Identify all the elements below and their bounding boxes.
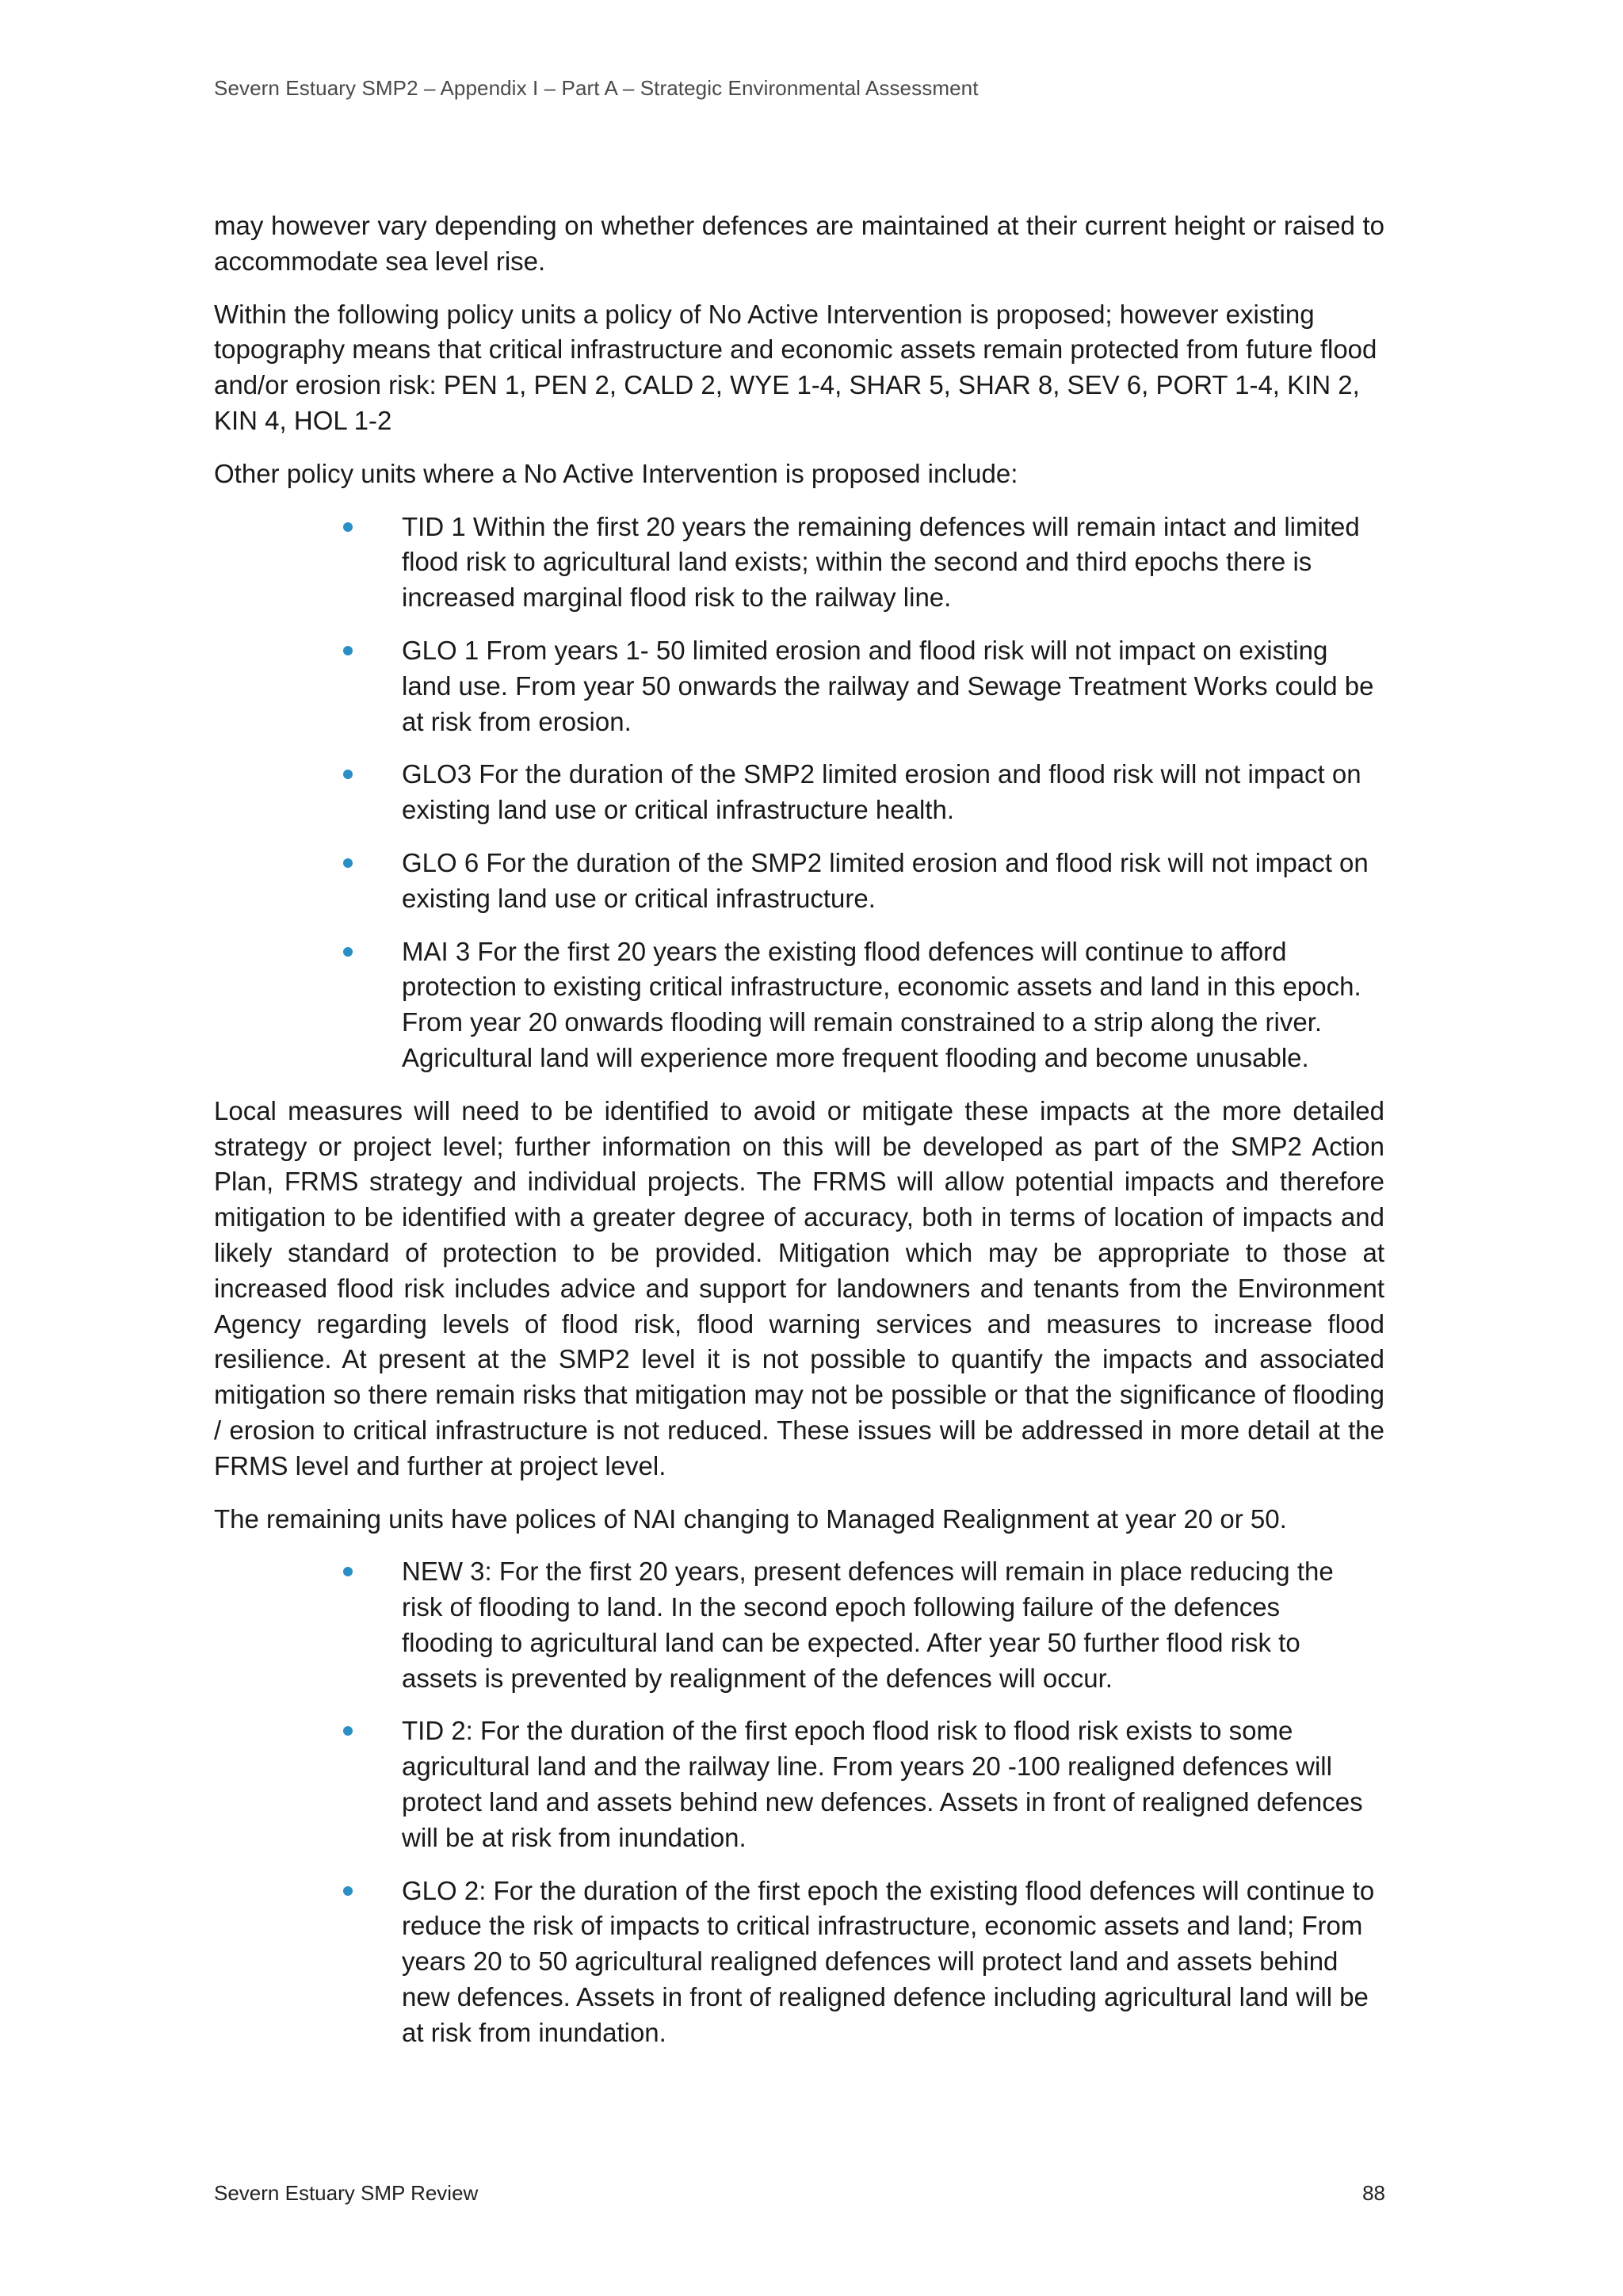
bullet-icon bbox=[343, 947, 353, 957]
list-item-text: GLO 2: For the duration of the first epoch the existing flood defences will continue to reduce the risk of impacts to critical infrastructure, economic assets and land; From years 20 to 50 agricultural realigned defences will protect land and assets behind new defences. Assets in front of realigned defence including agricultural land will be at risk from inundation. bbox=[402, 1875, 1375, 2047]
list-item-text: TID 2: For the duration of the first epoch flood risk to flood risk exists to some agricultural land and the railway line. From years 20 -100 realigned defences will protect land and assets behind new defences. Assets in front of realigned defences will be at risk from inundation. bbox=[402, 1716, 1363, 1852]
bullet-icon bbox=[343, 858, 353, 868]
bullet-icon bbox=[343, 1726, 353, 1736]
list-item bbox=[214, 934, 1384, 1076]
list-item-text: MAI 3 For the first 20 years the existing flood defences will continue to afford protection to existing critical infrastructure, economic assets and land in this epoch. From year 20 onwards flooding will remain constrained to a strip along the river. Agricultural land will experience more frequent flooding and become unusable. bbox=[402, 936, 1361, 1072]
bullet-icon bbox=[343, 646, 353, 655]
list-item bbox=[214, 1874, 1384, 2051]
document-body bbox=[214, 208, 1384, 2069]
nai-policy-list bbox=[214, 510, 1384, 1076]
list-item-text: GLO 1 From years 1- 50 limited erosion and flood risk will not impact on existing land use. From year 50 onwards the railway and Sewage Treatment Works could be at risk from erosion. bbox=[402, 635, 1374, 736]
paragraph-remaining-units: The remaining units have polices of NAI changing to Managed Realignment at year 20 or 50. bbox=[214, 1503, 1287, 1534]
paragraph-local-measures: Local measures will need to be identified to avoid or mitigate these impacts at the more detailed strategy or project level; further information on this will be developed as part of the SMP2 Action Plan, FRMS strategy and individual projects. The FRMS will allow potential impacts and therefore mitigation to be identified with a greater degree of accuracy, both in terms of location of impacts and likely standard of protection to be provided. Mitigation which may be appropriate to those at increased flood risk includes advice and support for landowners and tenants from the Environment Agency regarding levels of flood risk, flood warning services and measures to increase flood resilience. At present at the SMP2 level it is not possible to quantify the impacts and associated mitigation so there remain risks that mitigation may not be possible or that the significance of flooding / erosion to critical infrastructure is not reduced. These issues will be addressed in more detail at the FRMS level and further at project level. bbox=[214, 1095, 1384, 1480]
bullet-icon bbox=[343, 770, 353, 779]
paragraph-nai-topography: Within the following policy units a policy of No Active Intervention is proposed; however existing topography means that critical infrastructure and economic assets remain protected from future flood and/or erosion risk: PEN 1, PEN 2, CALD 2, WYE 1-4, SHAR 5, SHAR 8, SEV 6, PORT 1-4, KIN 2, KIN 4, HOL 1-2 bbox=[214, 299, 1377, 435]
managed-realignment-list bbox=[214, 1554, 1384, 2050]
bullet-icon bbox=[343, 1567, 353, 1576]
list-item bbox=[214, 1713, 1384, 1855]
paragraph-nai-units: Other policy units where a No Active Intervention is proposed include: bbox=[214, 458, 1018, 488]
list-item-text: NEW 3: For the first 20 years, present defences will remain in place reducing the risk of flooding to land. In the second epoch following failure of the defences flooding to agricultural land can be expected. After year 50 further flood risk to assets is prevented by realignment of the defences will occur. bbox=[402, 1557, 1334, 1693]
list-item bbox=[214, 1554, 1384, 1696]
list-item-text: GLO 6 For the duration of the SMP2 limited erosion and flood risk will not impact on existing land use or critical infrastructure. bbox=[402, 847, 1369, 913]
page-number: 88 bbox=[1362, 2181, 1385, 2205]
list-item bbox=[214, 757, 1384, 828]
list-item bbox=[214, 510, 1384, 616]
list-item bbox=[214, 846, 1384, 917]
page-header: Severn Estuary SMP2 – Appendix I – Part A – Strategic Environmental Assessment bbox=[214, 76, 979, 100]
list-item-text: TID 1 Within the first 20 years the remaining defences will remain intact and limited flood risk to agricultural land exists; within the second and third epochs there is increased marginal flood risk to the railway line. bbox=[402, 511, 1360, 613]
footer-title: Severn Estuary SMP Review bbox=[214, 2181, 479, 2205]
list-item bbox=[214, 633, 1384, 739]
paragraph-intro: may however vary depending on whether defences are maintained at their current height or raised to accommodate sea level rise. bbox=[214, 211, 1384, 276]
list-item-text: GLO3 For the duration of the SMP2 limited erosion and flood risk will not impact on existing land use or critical infrastructure health. bbox=[402, 759, 1361, 825]
bullet-icon bbox=[343, 522, 353, 532]
bullet-icon bbox=[343, 1886, 353, 1896]
